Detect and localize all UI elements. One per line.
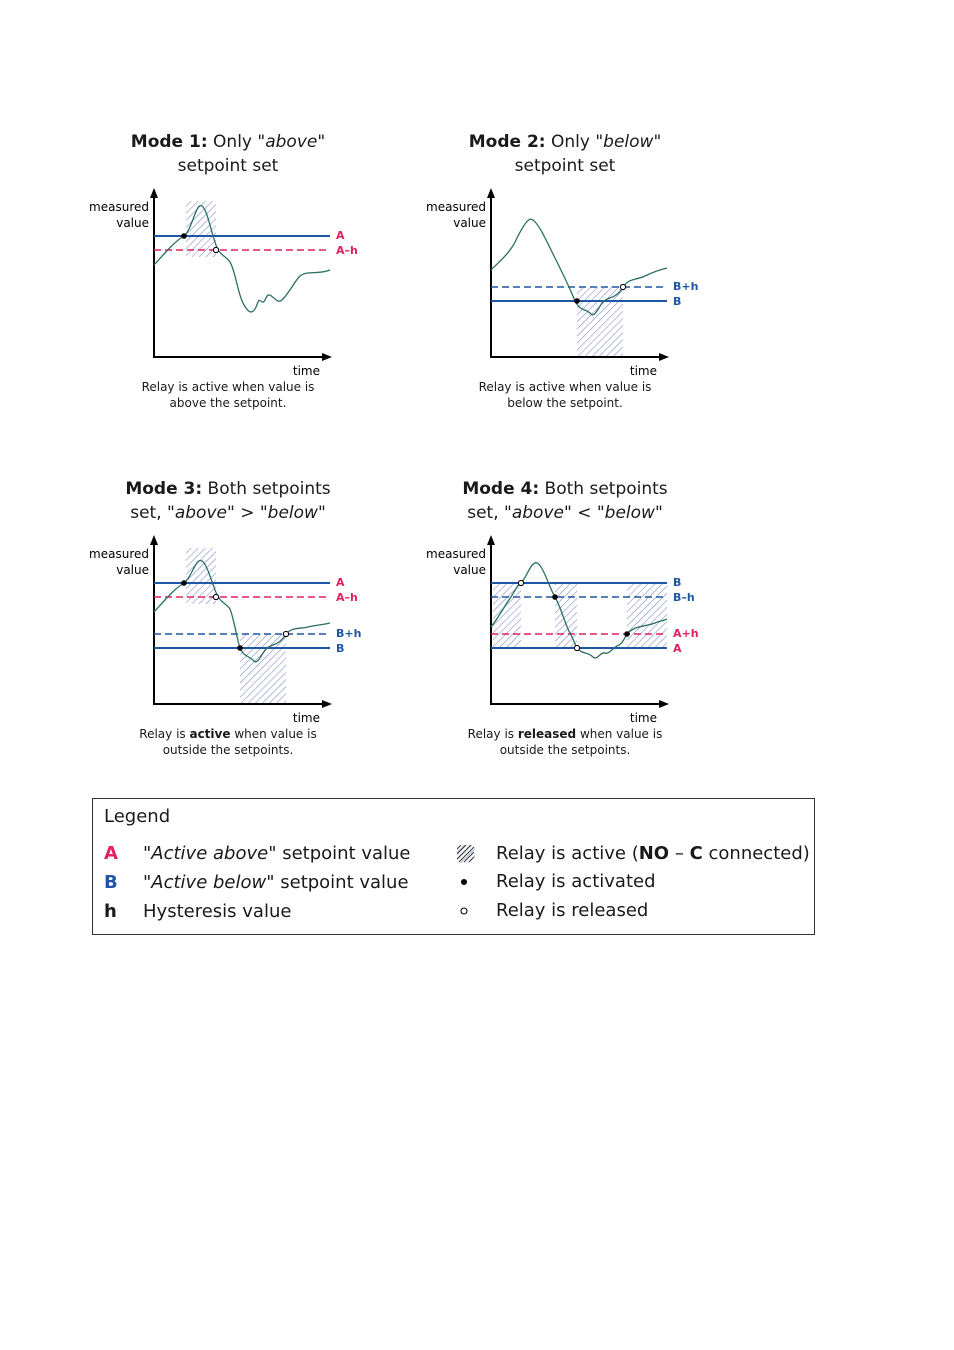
- mode-3-caption: Relay is active when value is outside the setpoints.: [139, 727, 317, 757]
- svg-text:value: value: [116, 216, 149, 230]
- mode-1-panel: [78, 130, 378, 430]
- relay-activated-dot: [552, 594, 558, 600]
- legend-box: [92, 798, 815, 935]
- svg-text:B+h: B+h: [336, 627, 362, 640]
- svg-text:measured: measured: [426, 200, 486, 214]
- svg-text:value: value: [116, 563, 149, 577]
- mode-2-panel: [415, 130, 715, 430]
- legend-relay-active-text: Relay is active (NO – C connected): [496, 843, 810, 864]
- relay-released-dot: [213, 247, 218, 252]
- svg-text:B: B: [336, 642, 345, 655]
- svg-text:time: time: [292, 711, 320, 725]
- legend-a-text: "Active above" setpoint value: [143, 843, 411, 864]
- mode-3-title: Mode 3: Both setpoints set, "above" > "below": [125, 479, 331, 523]
- relay-activated-dot: [237, 645, 243, 651]
- mode-4-caption: Relay is released when value is outside the setpoints.: [467, 727, 663, 757]
- svg-text:time: time: [292, 364, 320, 378]
- svg-text:A: A: [673, 642, 682, 655]
- relay-released-dot: [518, 580, 523, 585]
- relay-activated-dot: [624, 631, 630, 637]
- svg-text:A+h: A+h: [673, 627, 699, 640]
- relay-activated-dot: [181, 580, 187, 586]
- active-zone-1: [493, 583, 521, 648]
- relay-activated-dot: [181, 233, 187, 239]
- active-zone-above: [186, 548, 216, 604]
- svg-text:value: value: [453, 216, 486, 230]
- svg-text:A–h: A–h: [336, 244, 358, 257]
- svg-text:B: B: [673, 295, 682, 308]
- svg-text:time: time: [629, 364, 657, 378]
- mode-1-title: Mode 1: Only "above" setpoint set: [130, 132, 326, 176]
- svg-text:A: A: [336, 576, 345, 589]
- active-zone-below: [240, 634, 286, 704]
- svg-text:measured: measured: [89, 547, 149, 561]
- mode-4-panel: [415, 477, 715, 777]
- svg-text:B–h: B–h: [673, 591, 695, 604]
- legend-relay-released-text: Relay is released: [496, 900, 649, 921]
- relay-released-dot: [574, 645, 579, 650]
- mode-3-panel: [78, 477, 378, 777]
- legend-h-text: Hysteresis value: [143, 901, 292, 922]
- svg-text:A: A: [336, 229, 345, 242]
- relay-released-dot: [620, 284, 625, 289]
- filled-dot-icon: [459, 877, 469, 887]
- relay-released-dot: [283, 631, 288, 636]
- active-zone-3: [627, 583, 667, 648]
- svg-text:value: value: [453, 563, 486, 577]
- mode-1-caption: Relay is active when value is above the setpoint.: [141, 380, 315, 410]
- svg-text:measured: measured: [89, 200, 149, 214]
- measured-curve: [154, 206, 330, 312]
- legend-b-text: "Active below" setpoint value: [143, 872, 409, 893]
- relay-activated-dot: [574, 298, 580, 304]
- legend-key-b: B: [104, 872, 118, 893]
- svg-text:measured: measured: [426, 547, 486, 561]
- mode-2-title: Mode 2: Only "below" setpoint set: [468, 132, 662, 176]
- svg-text:B: B: [673, 576, 682, 589]
- legend-relay-activated-text: Relay is activated: [496, 871, 656, 892]
- legend-key-a: A: [104, 843, 118, 864]
- svg-text:A–h: A–h: [336, 591, 358, 604]
- active-zone: [577, 287, 623, 357]
- svg-text:B+h: B+h: [673, 280, 699, 293]
- legend-title: Legend: [104, 806, 171, 827]
- legend-key-h: h: [104, 901, 117, 922]
- mode-4-title: Mode 4: Both setpoints set, "above" < "below": [462, 479, 668, 523]
- active-zone-2: [555, 583, 577, 648]
- mode-2-caption: Relay is active when value is below the setpoint.: [478, 380, 652, 410]
- svg-text:time: time: [629, 711, 657, 725]
- hatch-icon: [457, 845, 475, 863]
- relay-released-dot: [213, 594, 218, 599]
- open-dot-icon: [459, 906, 469, 916]
